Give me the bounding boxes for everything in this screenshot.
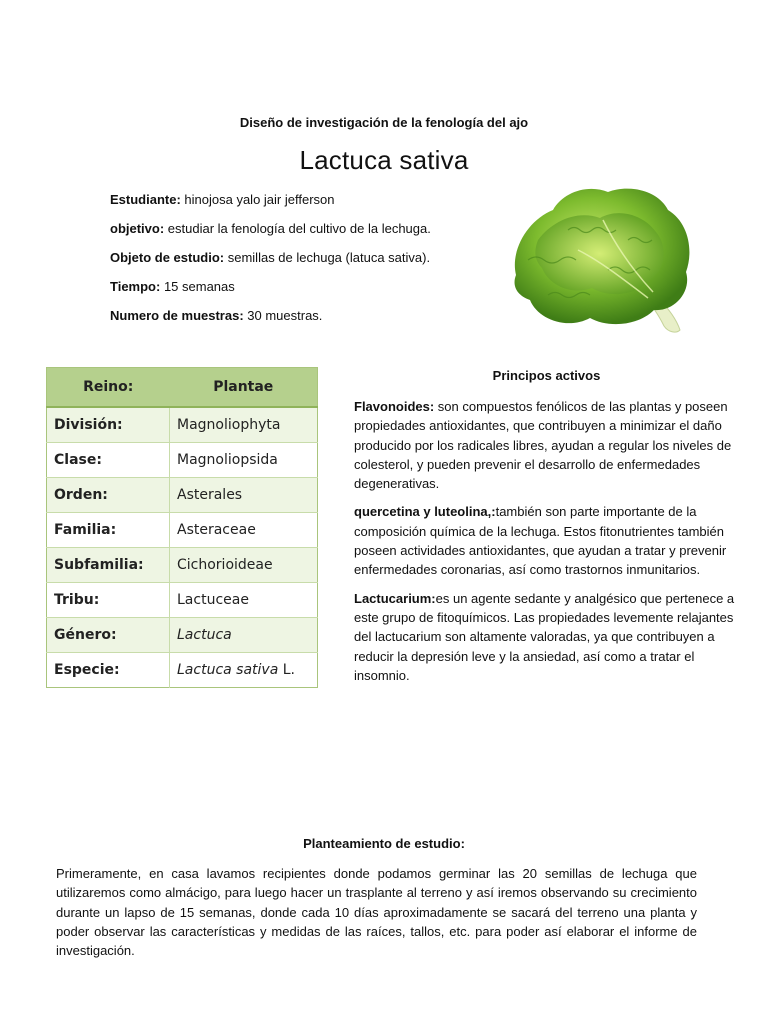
meta-time: Tiempo: 15 semanas <box>110 279 235 294</box>
table-row <box>47 407 318 443</box>
table-row <box>47 583 318 618</box>
table-row <box>47 653 318 688</box>
taxonomy-key: Clase: <box>47 443 170 478</box>
taxonomy-key: Subfamilia: <box>47 548 170 583</box>
student-info <box>110 192 510 337</box>
taxonomy-value: Lactuca sativa L. <box>170 653 318 688</box>
taxonomy-value: Cichorioideae <box>170 548 318 583</box>
taxonomy-value: Asterales <box>170 478 318 513</box>
taxonomy-value: Asteraceae <box>170 513 318 548</box>
meta-study-object: Objeto de estudio: semillas de lechuga (latuca sativa). <box>110 250 431 265</box>
table-row <box>47 618 318 653</box>
meta-objective: objetivo: estudiar la fenología del cultivo de la lechuga. <box>110 221 431 236</box>
active-principles <box>354 368 739 694</box>
taxonomy-key: Familia: <box>47 513 170 548</box>
lettuce-photo <box>508 180 698 345</box>
taxonomy-key: División: <box>47 407 170 443</box>
taxonomy-value: Lactuca <box>170 618 318 653</box>
study-plan-text: Primeramente, en casa lavamos recipientes donde podamos germinar las 20 semillas de lechuga que utilizaremos como almácigo, para luego hacer un trasplante al terreno y así iremos observando su crecimiento durante un lapso de 15 semanas, donde cada 10 días aproximadamente se sacará del terreno una planta y poder observar las características y medidas de las raíces, tallos, etc. para poder así elaborar el informe de investigación. <box>56 866 697 959</box>
principle-paragraph: Flavonoides: son compuestos fenólicos de las plantas y poseen propiedades antioxidantes, que contribuyen a minimizar el daño producido por los radicales libres, ayudan a regular los niveles de colesterol, y pueden prevenir el desarrollo de enfermedades degenerativas. <box>354 399 732 492</box>
active-principles-heading: Principos activos <box>492 368 601 383</box>
taxonomy-value: Lactuceae <box>170 583 318 618</box>
table-row <box>47 513 318 548</box>
taxonomy-header-key: Reino: <box>47 368 170 408</box>
meta-student: Estudiante: hinojosa yalo jair jefferson <box>110 192 335 207</box>
taxonomy-key: Especie: <box>47 653 170 688</box>
table-row <box>47 548 318 583</box>
taxonomy-value: Magnoliopsida <box>170 443 318 478</box>
principle-paragraph: quercetina y luteolina,:también son parte importante de la composición química de la lechuga. Estos fitonutrientes también poseen actividades antioxidantes, que ayudan a tratar y prevenir enfermedades coronarias, así como trastornos inmunitarios. <box>354 504 727 578</box>
taxonomy-table <box>46 367 318 688</box>
document-title: Lactuca sativa <box>299 145 469 175</box>
table-row <box>47 478 318 513</box>
taxonomy-key: Tribu: <box>47 583 170 618</box>
taxonomy-key: Género: <box>47 618 170 653</box>
taxonomy-key: Orden: <box>47 478 170 513</box>
principle-paragraph: Lactucarium:es un agente sedante y analgésico que pertenece a este grupo de fitoquímicos. Las propiedades levemente relajantes del lactucarium son altamente valoradas, ya que contribuyen a reducir la depresión leve y la ansiedad, así como a tratar el insomnio. <box>354 590 735 683</box>
study-plan-heading: Planteamiento de estudio: <box>303 836 465 851</box>
taxonomy-value: Magnoliophyta <box>170 407 318 443</box>
meta-samples: Numero de muestras: 30 muestras. <box>110 308 323 323</box>
table-row <box>47 443 318 478</box>
document-subtitle: Diseño de investigación de la fenología del ajo <box>239 115 529 130</box>
taxonomy-header-value: Plantae <box>170 368 318 408</box>
taxonomy-header-row <box>47 368 318 408</box>
